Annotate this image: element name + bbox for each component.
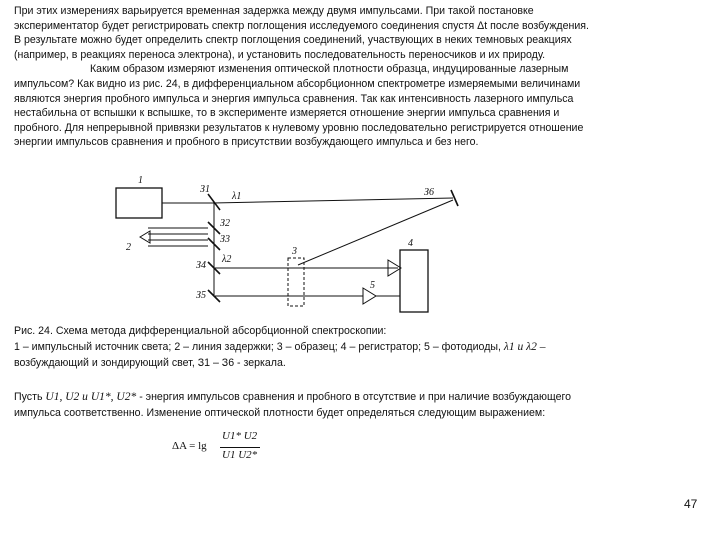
label-1: 1 xyxy=(138,175,143,186)
formula-lhs: ΔA = lg xyxy=(172,440,207,452)
label-4: 4 xyxy=(408,238,413,249)
label-z6: З6 xyxy=(424,187,434,198)
caption-line xyxy=(14,339,706,355)
beam xyxy=(213,198,453,203)
caption-lambdas: λ1 и λ2 – xyxy=(503,341,546,353)
intro-line: энергии импульсов сравнения и пробного в присутствии возбуждающего импульса и без него. xyxy=(14,136,479,149)
intro-line: Каким образом измеряют изменения оптической плотности образца, индуцированные лазерным xyxy=(90,63,569,76)
intro-line: (например, в реакциях переноса электрона), и установить последовательность переносчиков и их природу. xyxy=(14,48,546,61)
intro-line: экспериментатор будет регистрировать спектр поглощения исследуемого соединения спустя Δt после возбуждения. xyxy=(14,19,589,32)
label-z5: З5 xyxy=(196,290,206,301)
caption-line: Рис. 24. Схема метода дифференциальной абсорбционной спектроскопии: xyxy=(14,325,387,337)
label-3: 3 xyxy=(292,246,297,257)
intro-line: импульсом? Как видно из рис. 24, в дифференциальном абсорбционном спектрометре измеряемыми величинами xyxy=(14,77,581,90)
figure-24-diagram xyxy=(108,170,468,320)
caption-line: возбуждающий и зондирующий свет, З1 – З6 - зеркала. xyxy=(14,357,286,369)
label-z2: З2 xyxy=(220,218,230,229)
recorder-box xyxy=(400,250,428,312)
label-z3: З3 xyxy=(220,234,230,245)
formula-fraction-bar xyxy=(220,447,260,448)
intro-text xyxy=(14,4,706,150)
definition-rest: - энергия импульсов сравнения и пробного в отсутствие и при наличие возбуждающего xyxy=(139,391,571,403)
intro-line: пробного. Для непрерывной привязки результатов к нулевому уровню последовательно регистрируется отношение xyxy=(14,121,584,134)
label-lambda1: λ1 xyxy=(232,191,242,202)
figure-caption xyxy=(14,323,706,371)
intro-line: При этих измерениях варьируется временная задержка между двумя импульсами. При такой постановке xyxy=(14,5,534,17)
label-2: 2 xyxy=(126,242,131,253)
intro-line: В результате можно будет определить спектр поглощения соединений, участвующих в неких темновых реакциях xyxy=(14,34,572,47)
label-z4: З4 xyxy=(196,260,206,271)
formula-denominator: U1 U2* xyxy=(222,449,258,461)
label-lambda2: λ2 xyxy=(222,254,232,265)
symbol-u: U1, U2 и xyxy=(45,391,88,403)
sample-box xyxy=(288,258,304,306)
light-source-box xyxy=(116,188,162,218)
label-5: 5 xyxy=(370,280,375,291)
arrow-icon xyxy=(140,231,150,243)
definition-line xyxy=(14,389,706,405)
intro-line: являются энергия пробного импульса и энергия импульса сравнения. Так как интенсивность лазерного импульса xyxy=(14,92,574,105)
definition-line: импульса соответственно. Изменение оптической плотности будет определяться следующим выражением: xyxy=(14,407,546,419)
symbol-u-star: U1*, U2* xyxy=(90,391,137,403)
label-z1: З1 xyxy=(200,184,210,195)
caption-text: 1 – импульсный источник света; 2 – линия задержки; 3 – образец; 4 – регистратор; 5 – фотодиоды, xyxy=(14,341,501,353)
intro-line: нестабильна от вспышки к вспышке, то в эксперименте измеряется отношение энергии импульса сравнения и xyxy=(14,107,560,120)
beam xyxy=(298,200,453,265)
formula-numerator: U1* U2 xyxy=(222,430,258,442)
definition-prefix: Пусть xyxy=(14,391,43,403)
page-number: 47 xyxy=(684,497,698,511)
definition-text xyxy=(14,389,706,421)
